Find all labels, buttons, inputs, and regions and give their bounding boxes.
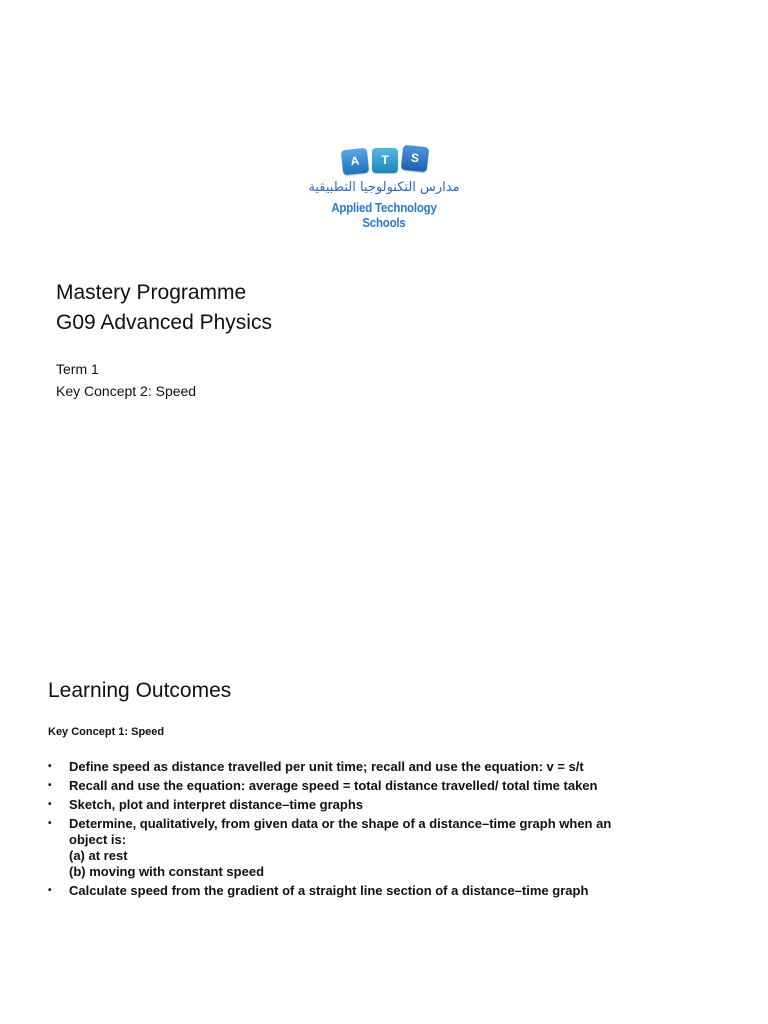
outcome-text: Sketch, plot and interpret distance–time graphs xyxy=(69,797,364,812)
outcome-text: object is: xyxy=(69,832,127,847)
logo-english-name: Applied Technology Schools xyxy=(331,200,437,230)
term-label: Term 1 xyxy=(56,361,99,377)
programme-title: Mastery Programme xyxy=(56,281,247,304)
bullet-icon: • xyxy=(48,780,52,791)
logo-arabic-name: مدارس التكنولوجيا التطبيقية xyxy=(308,180,460,195)
outcome-text: (b) moving with constant speed xyxy=(69,864,265,879)
ats-logo-tiles xyxy=(342,146,432,176)
key-concept-subheading: Key Concept 1: Speed xyxy=(48,726,165,738)
ats-logo xyxy=(300,146,468,230)
outcome-item xyxy=(48,797,688,813)
key-concept-label: Key Concept 2: Speed xyxy=(56,383,197,399)
outcome-text: Define speed as distance travelled per unit time; recall and use the equation: v = s/t xyxy=(69,759,584,774)
outcome-text: Determine, qualitatively, from given data or the shape of a distance–time graph when an xyxy=(69,816,612,831)
outcome-item xyxy=(48,816,688,880)
logo-tile-a: A xyxy=(341,148,369,176)
outcome-item xyxy=(48,759,688,775)
logo-tile-t: T xyxy=(372,148,398,173)
bullet-icon: • xyxy=(48,799,52,810)
bullet-icon: • xyxy=(48,761,52,772)
outcome-text: Recall and use the equation: average speed = total distance travelled/ total time taken xyxy=(69,778,598,793)
learning-outcomes-list xyxy=(48,759,688,902)
bullet-icon: • xyxy=(48,885,52,896)
outcome-text: Calculate speed from the gradient of a straight line section of a distance–time graph xyxy=(69,883,589,898)
logo-tile-s: S xyxy=(401,145,429,173)
course-title: G09 Advanced Physics xyxy=(56,311,272,334)
outcome-item xyxy=(48,883,688,899)
bullet-icon: • xyxy=(48,818,52,829)
outcome-text: (a) at rest xyxy=(69,848,128,863)
outcome-item xyxy=(48,778,688,794)
learning-outcomes-heading: Learning Outcomes xyxy=(48,679,232,702)
